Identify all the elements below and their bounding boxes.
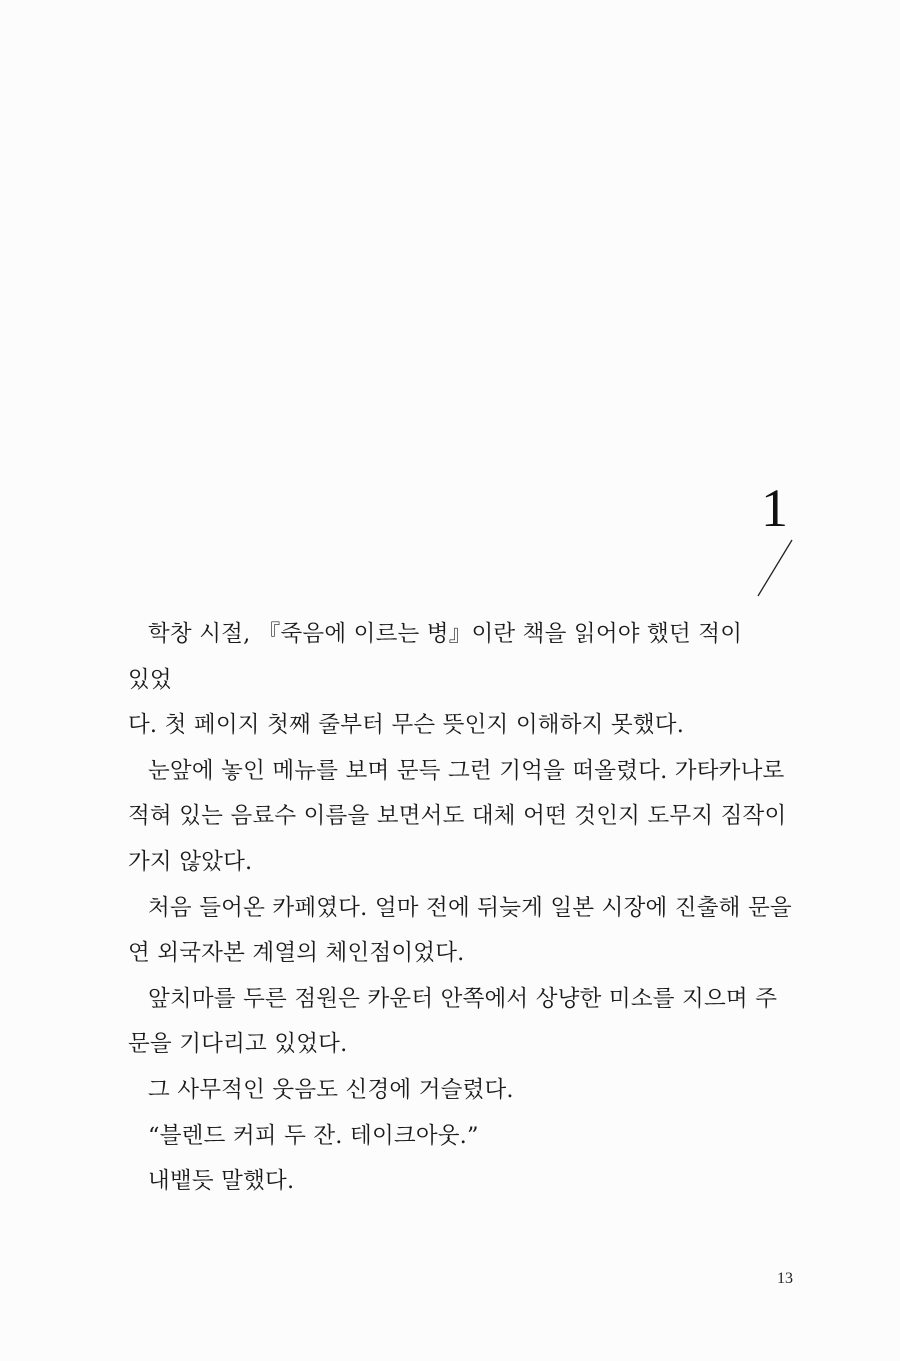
paragraph: 그 사무적인 웃음도 신경에 거슬렸다.	[148, 1076, 514, 1103]
paragraph: 처음 들어온 카페였다. 얼마 전에 뒤늦게 일본 시장에 진출해 문을 연 외국자본 계열의 체인점이었다.	[128, 894, 792, 967]
paragraph: 학창 시절, 『죽음에 이르는 병』이란 책을 읽어야 했던 적이 있었 다. 첫 페이지 첫째 줄부터 무슨 뜻인지 이해하지 못했다.	[128, 621, 743, 739]
paragraph: 앞치마를 두른 점원은 카운터 안쪽에서 상냥한 미소를 지으며 주 문을 기다리고 있었다.	[128, 985, 778, 1058]
chapter-slash-ornament	[755, 538, 795, 598]
page-number: 13	[777, 1270, 793, 1287]
chapter-number: 1	[761, 478, 788, 538]
paragraph: 내뱉듯 말했다.	[148, 1168, 295, 1195]
paragraph: 눈앞에 놓인 메뉴를 보며 문득 그런 기억을 떠올렸다. 가타카나로 적혀 있는 음료수 이름을 보면서도 대체 어떤 것인지 도무지 짐작이 가지 않았다.	[128, 757, 787, 875]
paragraph: “블렌드 커피 두 잔. 테이크아웃.”	[148, 1122, 479, 1149]
body-text	[128, 612, 793, 1205]
